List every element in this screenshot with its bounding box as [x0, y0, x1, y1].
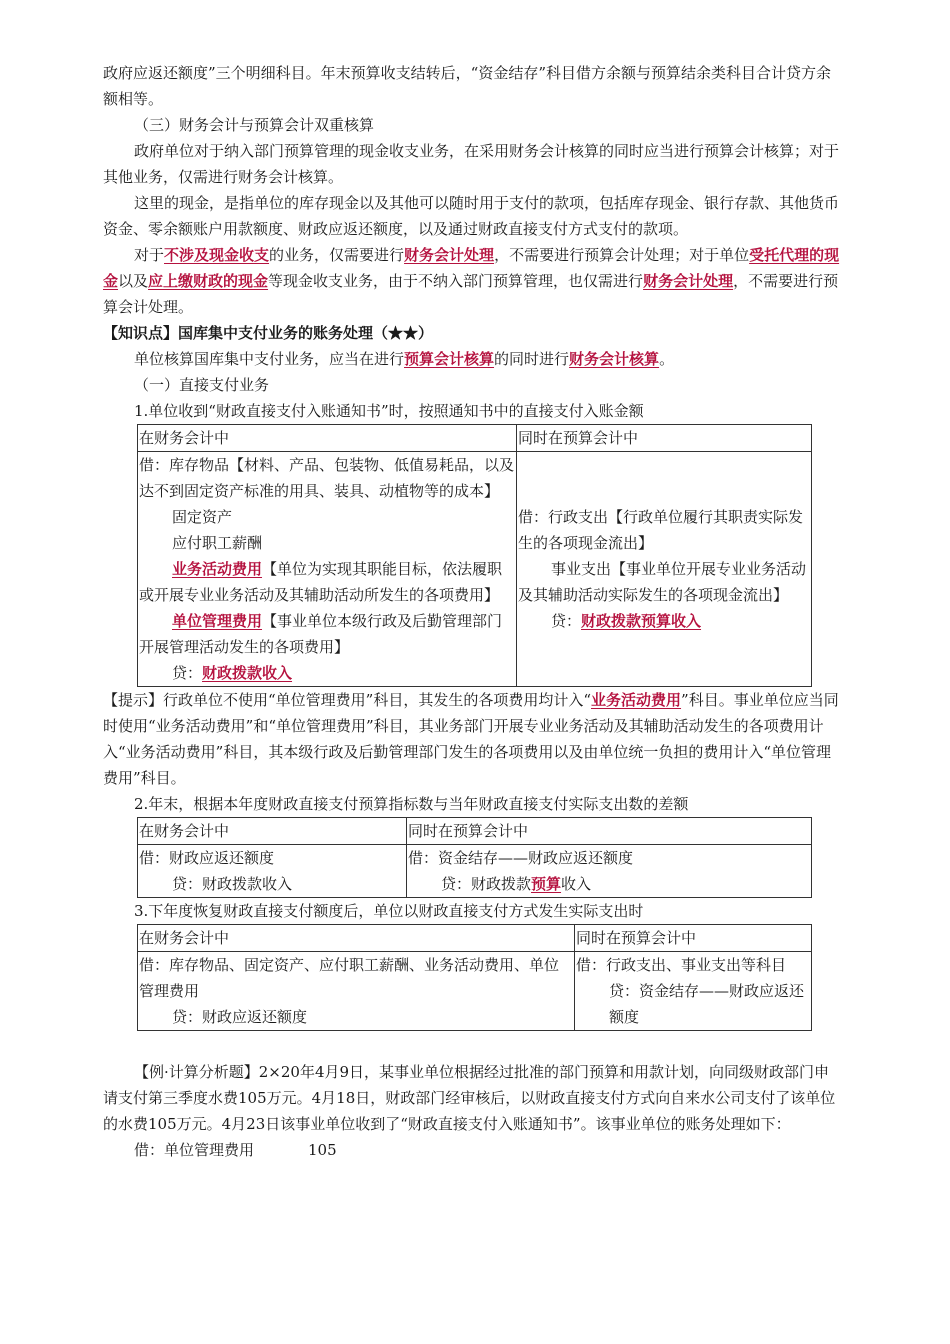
highlight-financial-accounting-3: 财务会计核算 [569, 350, 660, 368]
tip-paragraph: 【提示】行政单位不使用“单位管理费用”科目，其发生的各项费用均计入“业务活动费用”科目。事业单位应当同时使用“业务活动费用”和“单位管理费用”科目，其业务部门开展专业业务活动及其辅助活动发生的各项费用计入“业务活动费用”科目，其本级行政及后勤管理部门发生的各项费用以及由单位统一负担的费用计入“单位管理费用”科目。 [103, 691, 839, 787]
table2-header-left: 在财务会计中 [138, 818, 407, 845]
table2-header-right: 同时在预算会计中 [407, 818, 812, 845]
section-heading-3: （三）财务会计与预算会计双重核算 [134, 116, 375, 134]
table1-budget-cell: 借：行政支出【行政单位履行其职责实际发生的各项现金流出】 事业支出【事业单位开展专业业务活动及其辅助活动实际发生的各项现金流出】 贷：财政拨款预算收入 [517, 452, 812, 687]
item-2: 2.年末，根据本年度财政直接支付预算指标数与当年财政直接支付实际支出数的差额 [134, 795, 689, 813]
highlight-unit-management-expense: 单位管理费用 [172, 612, 263, 630]
highlight-financial-accounting: 财务会计处理 [404, 246, 495, 264]
paragraph-continuation: 政府应返还额度”三个明细科目。年末预算收支结转后，“资金结存”科目借方余额与预算结余类科目合计贷方余额相等。 [103, 64, 832, 108]
table3-header-right: 同时在预算会计中 [575, 925, 812, 952]
journal-entry: 借：单位管理费用 105 [134, 1141, 337, 1159]
highlight-budget: 预算 [531, 875, 562, 893]
table2-budget-cell: 借：资金结存——财政应返还额度 贷：财政拨款预算收入 [407, 845, 812, 898]
paragraph-treasury: 单位核算国库集中支付业务，应当在进行预算会计核算的同时进行财务会计核算。 [134, 350, 675, 368]
paragraph-non-cash: 对于不涉及现金收支的业务，仅需要进行财务会计处理，不需要进行预算会计处理；对于单位受托代理的现金以及应上缴财政的现金等现金收支业务，由于不纳入部门预算管理，也仅需进行财务会计处理，不需要进行预算会计处理。 [103, 246, 840, 316]
highlight-no-cash: 不涉及现金收支 [164, 246, 270, 264]
table1-financial-cell: 借：库存物品【材料、产品、包装物、低值易耗品，以及达不到固定资产标准的用具、装具、动植物等的成本】 固定资产 应付职工薪酬 业务活动费用【单位为实现其职能目标，依法履职或开展专业业务活动及其辅助活动所发生的各项费用】 单位管理费用【事业单位本级行政及后勤管理部门开展管理活动发生的各项费用】 贷：财政拨款收入 [138, 452, 517, 687]
paragraph-dual-accounting: 政府单位对于纳入部门预算管理的现金收支业务，在采用财务会计核算的同时应当进行预算会计核算；对于其他业务，仅需进行财务会计核算。 [103, 142, 840, 186]
subsection-direct-payment: （一）直接支付业务 [134, 376, 270, 394]
highlight-remit-cash: 应上缴财政的现金 [148, 272, 269, 290]
knowledge-point-heading: 【知识点】国库集中支付业务的账务处理（★★） [103, 324, 434, 342]
example-paragraph: 【例·计算分析题】2×20年4月9日，某事业单位根据经过批准的部门预算和用款计划，向同级财政部门申请支付第三季度水费105万元。4月18日，财政部门经审核后，以财政直接支付方式向自来水公司支付了该单位的水费105万元。4月23日该事业单位收到了“财政直接支付入账通知书”。该事业单位的账务处理如下： [103, 1063, 836, 1133]
item-3: 3.下年度恢复财政直接支付额度后，单位以财政直接支付方式发生实际支出时 [134, 902, 644, 920]
entry-table-2 [137, 817, 812, 898]
table3-financial-cell: 借：库存物品、固定资产、应付职工薪酬、业务活动费用、单位管理费用 贷：财政应返还额度 [138, 952, 575, 1031]
highlight-financial-accounting-2: 财务会计处理 [643, 272, 734, 290]
highlight-budget-accounting: 预算会计核算 [404, 350, 495, 368]
highlight-trust-cash: 受托代理的现金 [103, 246, 840, 290]
table1-header-right: 同时在预算会计中 [517, 425, 812, 452]
entry-table-1 [137, 424, 812, 687]
paragraph-cash-definition: 这里的现金，是指单位的库存现金以及其他可以随时用于支付的款项，包括库存现金、银行存款、其他货币资金、零余额账户用款额度、财政应返还额度，以及通过财政直接支付方式支付的款项。 [103, 194, 840, 238]
table3-header-left: 在财务会计中 [138, 925, 575, 952]
item-1: 1.单位收到“财政直接支付入账通知书”时，按照通知书中的直接支付入账金额 [134, 402, 644, 420]
highlight-business-expense-2: 业务活动费用 [591, 691, 682, 709]
entry-table-3 [137, 924, 812, 1031]
highlight-appropriation-revenue: 财政拨款收入 [202, 664, 293, 682]
highlight-business-expense: 业务活动费用 [172, 560, 263, 578]
table2-financial-cell: 借：财政应返还额度 贷：财政拨款收入 [138, 845, 407, 898]
document-page [103, 60, 843, 1163]
table3-budget-cell: 借：行政支出、事业支出等科目 贷：资金结存——财政应返还额度 [575, 952, 812, 1031]
highlight-appropriation-budget-revenue: 财政拨款预算收入 [581, 612, 702, 630]
table1-header-left: 在财务会计中 [138, 425, 517, 452]
